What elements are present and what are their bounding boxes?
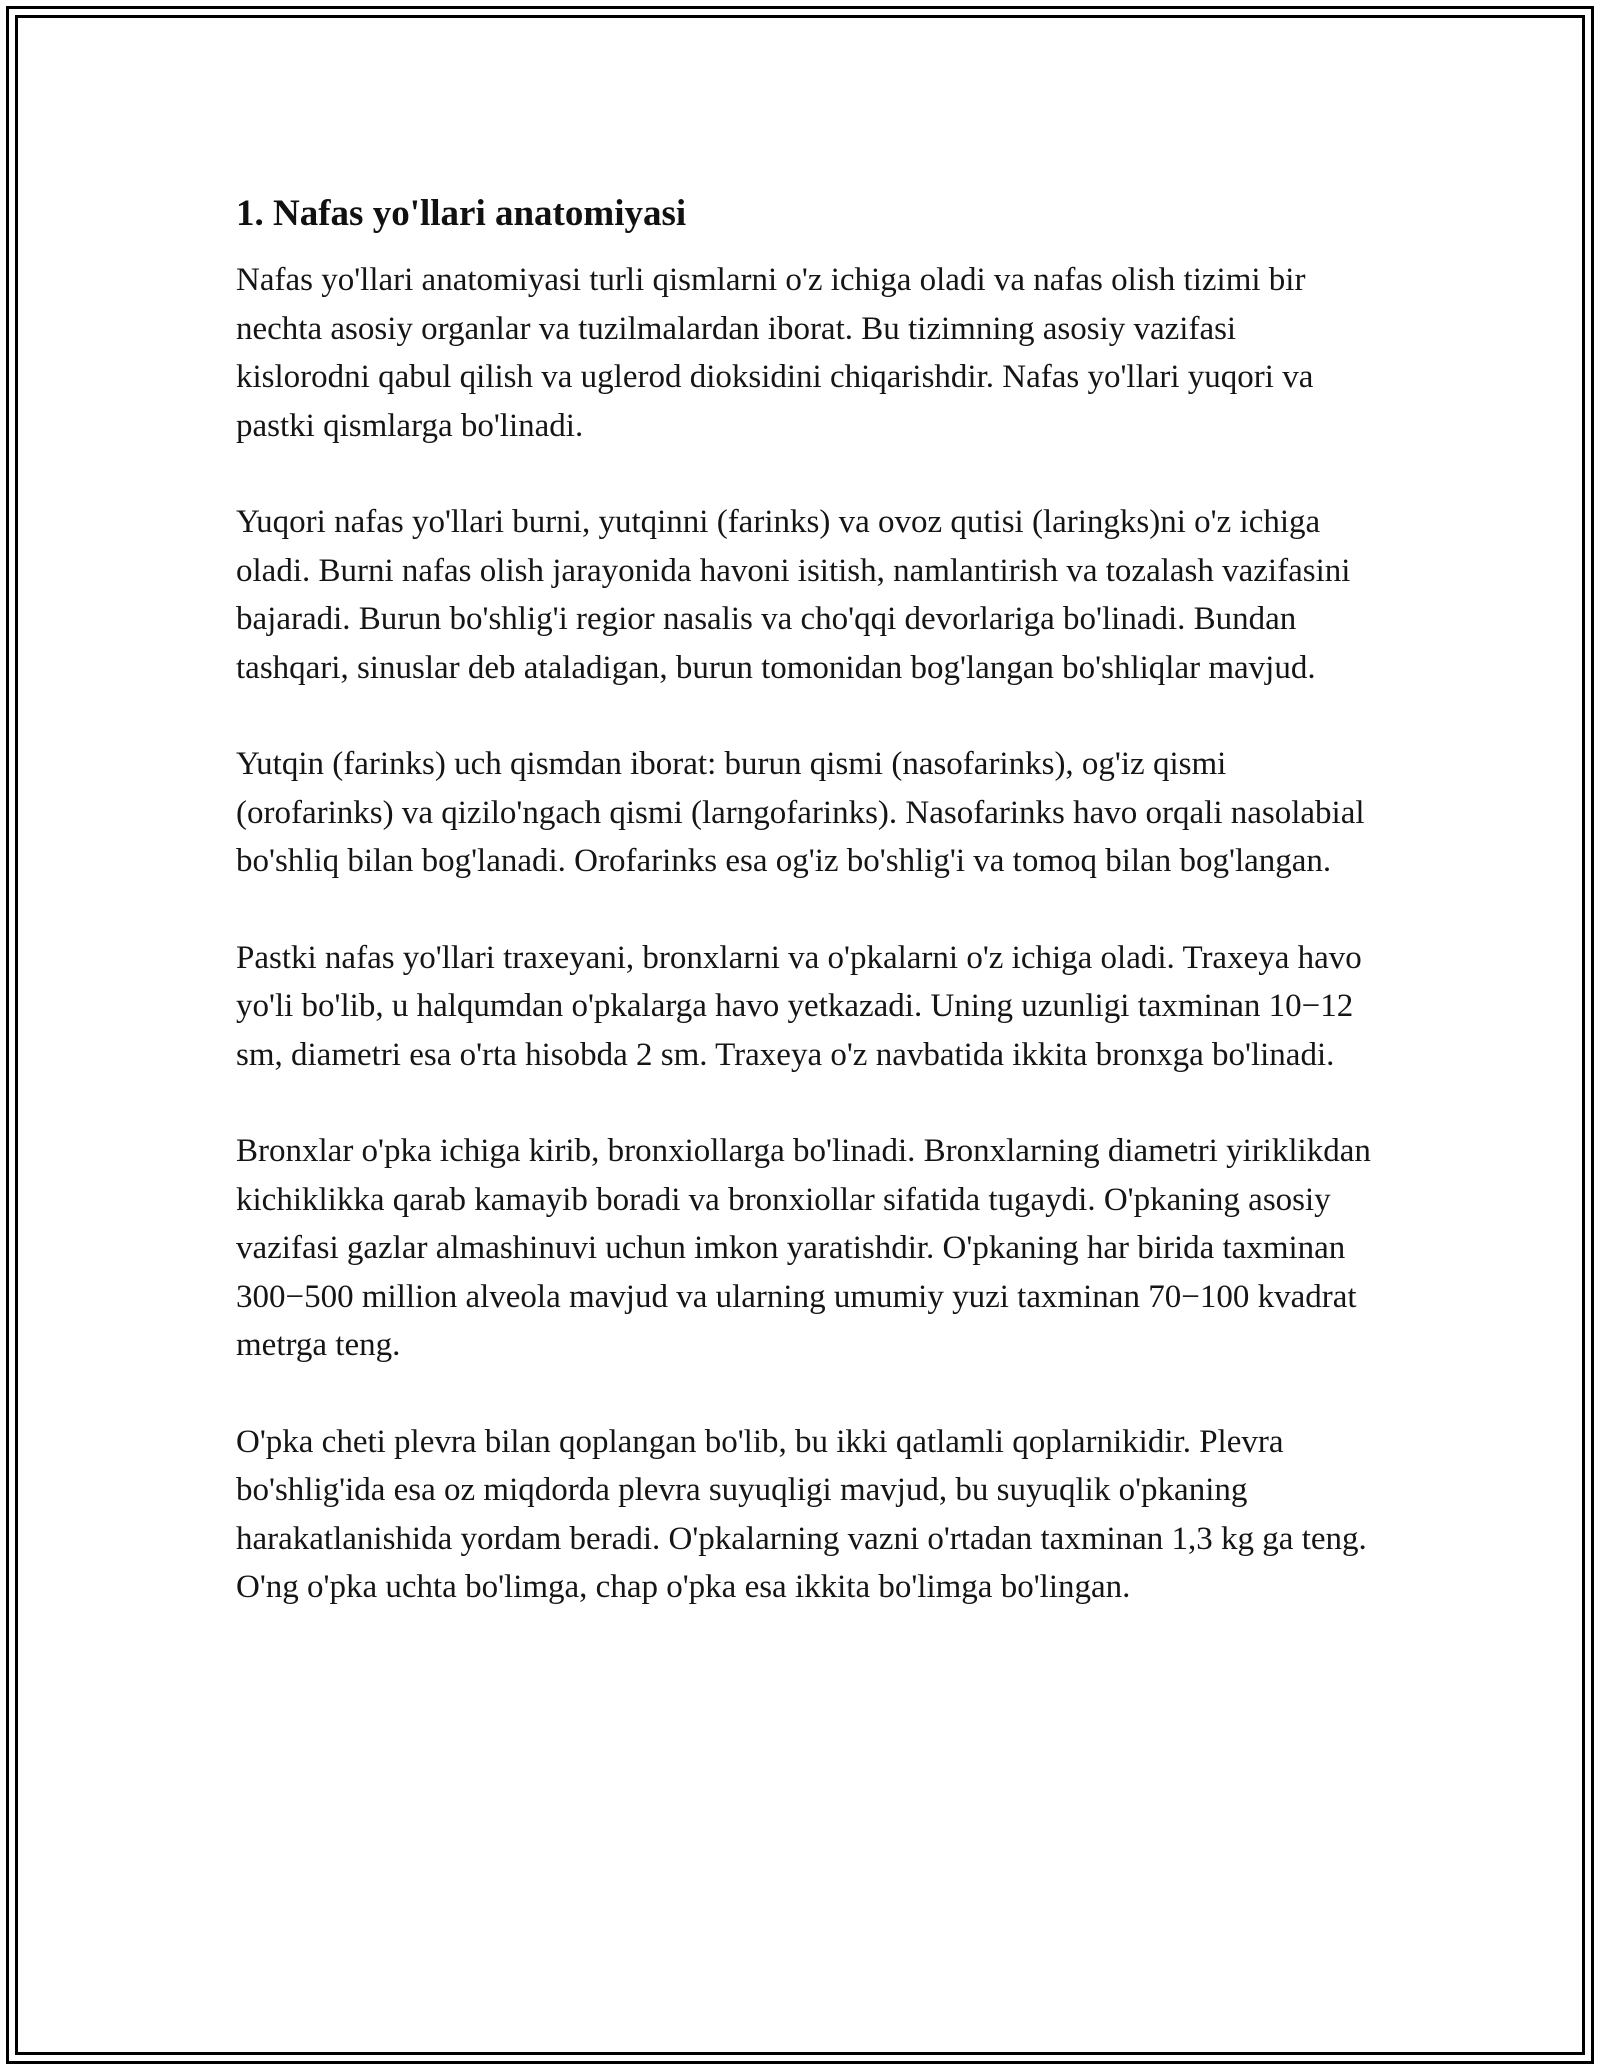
section-heading: 1. Nafas yo'llari anatomiyasi	[236, 193, 687, 234]
document-body	[236, 188, 1376, 1660]
paragraph-intro: Nafas yo'llari anatomiyasi turli qismlarni o'z ichiga oladi va nafas olish tizimi bir nechta asosiy organlar va tuzilmalardan iborat. Bu tizimning asosiy vazifasi kislorodni qabul qilish va uglerod dioksidini chiqarishdir. Nafas yo'llari yuqori va pastki qismlarga bo'linadi.	[236, 262, 1314, 444]
paragraph-bronchi: Bronxlar o'pka ichiga kirib, bronxiollarga bo'linadi. Bronxlarning diametri yiriklikdan kichiklikka qarab kamayib boradi va bronxiollar sifatida tugaydi. O'pkaning asosiy vazifasi gazlar almashinuvi uchun imkon yaratishdir. O'pkaning har birida taxminan 300−500 million alveola mavjud va ularning umumiy yuzi taxminan 70−100 kvadrat metrga teng.	[236, 1133, 1371, 1363]
paragraph-upper-airways: Yuqori nafas yo'llari burni, yutqinni (farinks) va ovoz qutisi (laringks)ni o'z ichiga oladi. Burni nafas olish jarayonida havoni isitish, namlantirish va tozalash vazifasini bajaradi. Burun bo'shlig'i regior nasalis va cho'qqi devorlariga bo'linadi. Bundan tashqari, sinuslar deb ataladigan, burun tomonidan bog'langan bo'shliqlar mavjud.	[236, 504, 1351, 686]
paragraph-pleura: O'pka cheti plevra bilan qoplangan bo'lib, bu ikki qatlamli qoplarnikidir. Plevra bo'shlig'ida esa oz miqdorda plevra suyuqligi mavjud, bu suyuqlik o'pkaning harakatlanishida yordam beradi. O'pkalarning vazni o'rtadan taxminan 1,3 kg ga teng. O'ng o'pka uchta bo'limga, chap o'pka esa ikkita bo'limga bo'lingan.	[236, 1423, 1367, 1605]
paragraph-pharynx: Yutqin (farinks) uch qismdan iborat: burun qismi (nasofarinks), og'iz qismi (orofarinks) va qizilo'ngach qismi (larngofarinks). Nasofarinks havo orqali nasolabial bo'shliq bilan bog'lanadi. Orofarinks esa og'iz bo'shlig'i va tomoq bilan bog'langan.	[236, 746, 1365, 879]
paragraph-lower-airways: Pastki nafas yo'llari traxeyani, bronxlarni va o'pkalarni o'z ichiga oladi. Traxeya havo yo'li bo'lib, u halqumdan o'pkalarga havo yetkazadi. Uning uzunligi taxminan 10−12 sm, diametri esa o'rta hisobda 2 sm. Traxeya o'z navbatida ikkita bronxga bo'linadi.	[236, 939, 1362, 1073]
